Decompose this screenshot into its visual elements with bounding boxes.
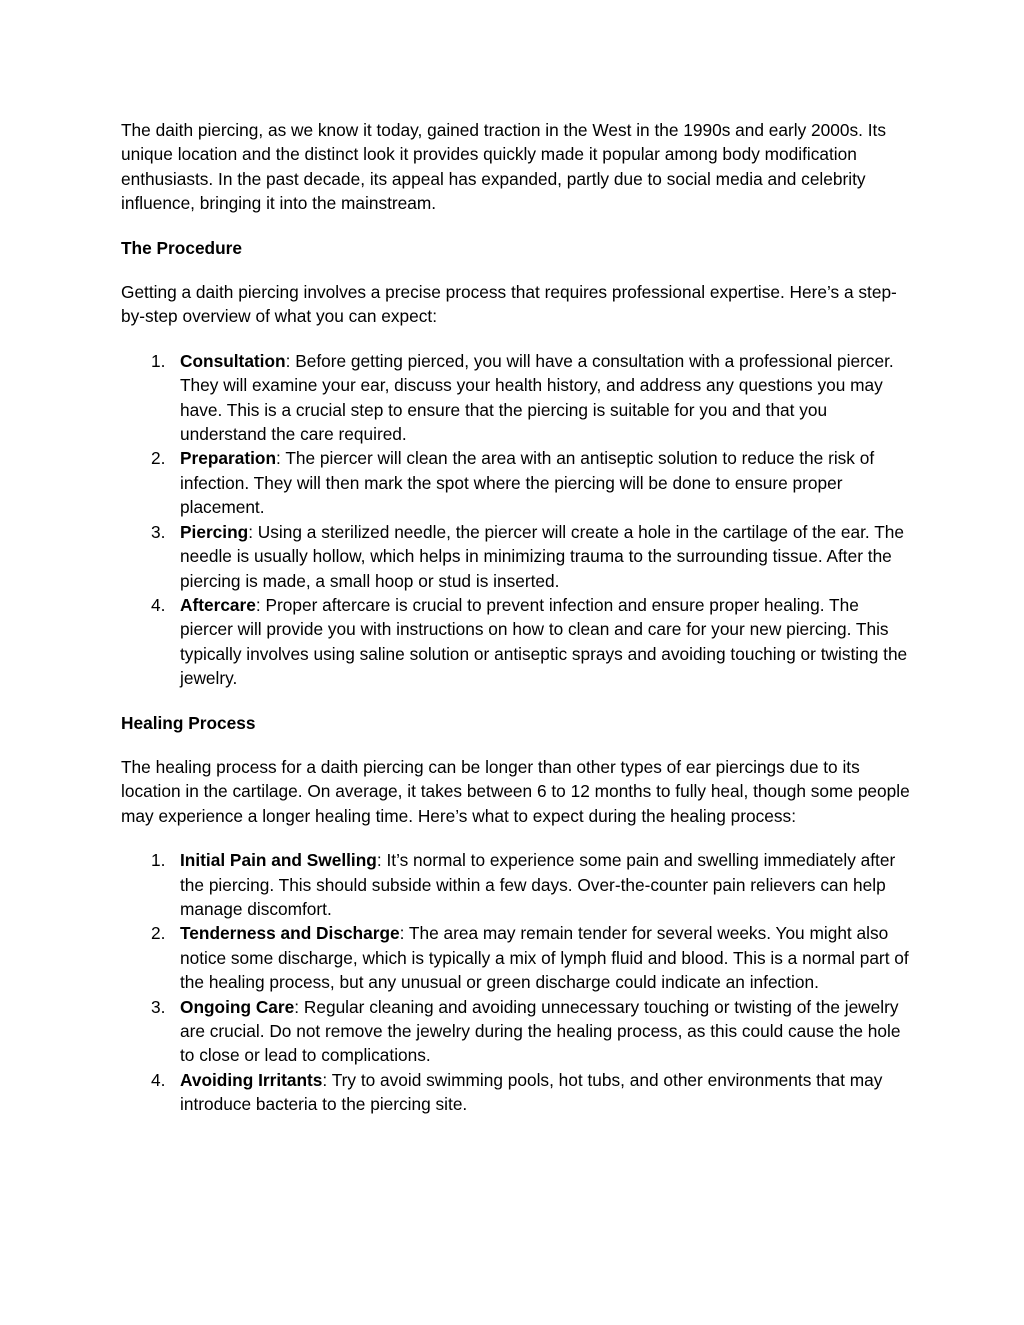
list-item-term: Tenderness and Discharge (180, 923, 400, 944)
list-item-term: Consultation (180, 350, 286, 371)
list-item (121, 446, 911, 519)
list-item-term: Avoiding Irritants (180, 1069, 323, 1090)
list-item-term: Ongoing Care (180, 996, 295, 1017)
procedure-paragraph: Getting a daith piercing involves a precise process that requires professional expertise. Here’s a step-by-step overview of what you can expect: (121, 282, 897, 327)
list-item-term: Aftercare (180, 594, 256, 615)
list-item (121, 349, 911, 447)
list-item-text: : The piercer will clean the area with an antiseptic solution to reduce the risk of infection. They will then mark the spot where the piercing will be done to ensure proper placement. (180, 448, 875, 518)
document-page (121, 118, 911, 1137)
list-item-number: 2. (151, 923, 166, 944)
list-item-number: 4. (151, 1069, 166, 1090)
list-item-number: 3. (151, 996, 166, 1017)
list-item-number: 4. (151, 594, 166, 615)
procedure-heading: The Procedure (121, 237, 243, 258)
list-item-text: : Before getting pierced, you will have a consultation with a professional piercer. They will examine your ear, discuss your health history, and address any questions you may have. This is a crucial step to ensure that the piercing is suitable for you and that you understand the care required. (180, 350, 894, 445)
healing-heading: Healing Process (121, 712, 256, 733)
list-item (121, 520, 911, 593)
list-item-text: : The area may remain tender for several weeks. You might also notice some discharge, which is typically a mix of lymph fluid and blood. This is a normal part of the healing process, but any unusual or green discharge could indicate an infection. (180, 923, 909, 993)
list-item-text: : It’s normal to experience some pain and swelling immediately after the piercing. This should subside within a few days. Over-the-counter pain relievers can help manage discomfort. (180, 850, 896, 919)
healing-paragraph: The healing process for a daith piercing can be longer than other types of ear piercings due to its location in the cartilage. On average, it takes between 6 to 12 months to fully heal, though some people may experience a longer healing time. Here’s what to expect during the healing process: (121, 756, 910, 826)
list-item (121, 593, 911, 691)
list-item-text: : Try to avoid swimming pools, hot tubs, and other environments that may introduce bacteria to the piercing site. (180, 1069, 883, 1115)
list-item-text: : Using a sterilized needle, the piercer will create a hole in the cartilage of the ear. The needle is usually hollow, which helps in minimizing trauma to the surrounding tissue. After the piercing is made, a small hoop or stud is inserted. (180, 521, 904, 591)
healing-steps-list (121, 848, 911, 1116)
list-item-term: Initial Pain and Swelling (180, 850, 377, 871)
list-item (121, 848, 911, 921)
intro-paragraph: The daith piercing, as we know it today, gained traction in the West in the 1990s and early 2000s. Its unique location and the distinct look it provides quickly made it popular among body modification enthusiasts. In the past decade, its appeal has expanded, partly due to social media and celebrity influence, bringing it into the mainstream. (121, 120, 886, 214)
list-item-term: Preparation (180, 448, 277, 469)
list-item (121, 995, 911, 1068)
list-item (121, 921, 911, 994)
procedure-steps-list (121, 349, 911, 691)
list-item-number: 1. (151, 350, 166, 371)
list-item-text: : Proper aftercare is crucial to prevent infection and ensure proper healing. The piercer will provide you with instructions on how to clean and care for your new piercing. This typically involves using saline solution or antiseptic sprays and avoiding touching or twisting the jewelry. (180, 594, 908, 689)
list-item-term: Piercing (180, 521, 249, 542)
list-item-number: 3. (151, 521, 166, 542)
list-item-number: 1. (151, 850, 166, 871)
list-item (121, 1068, 911, 1117)
list-item-number: 2. (151, 448, 166, 469)
list-item-text: : Regular cleaning and avoiding unnecessary touching or twisting of the jewelry are crucial. Do not remove the jewelry during the healing process, as this could cause the hole to close or lead to complications. (180, 996, 901, 1066)
